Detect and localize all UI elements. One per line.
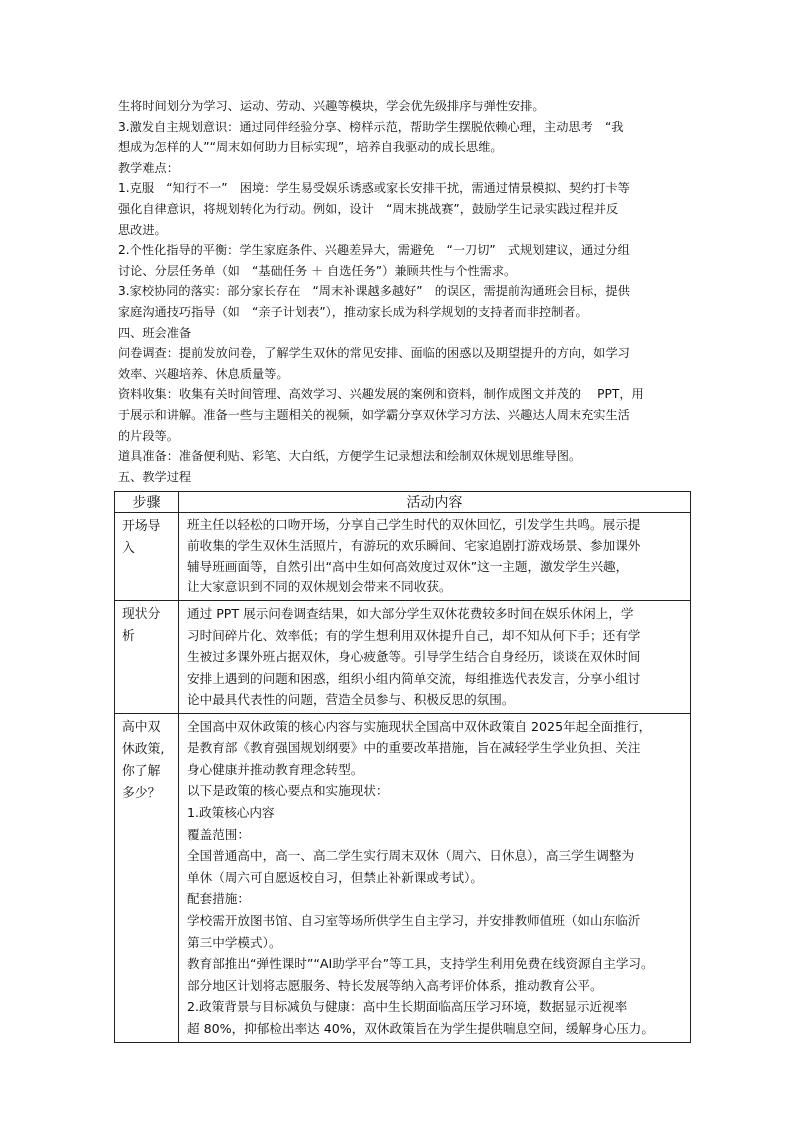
content-line: 部分地区计划将志愿服务、特长发展等纳入高考评价体系，推动教育公平。 — [187, 977, 603, 993]
content-line: 生被过多课外班占据双休，身心疲惫等。引导学生结合自身经历，谈谈在双休时间 — [187, 649, 641, 665]
text-line: 问卷调查：提前发放问卷，了解学生双休的常见安排、面临的困惑以及期望提升的方向，如学习 — [118, 346, 630, 361]
table-row — [115, 713, 691, 1042]
teaching-process-table — [114, 491, 691, 1043]
header-content: 活动内容 — [179, 492, 691, 513]
content-line: 1.政策核心内容 — [187, 805, 275, 821]
header-step: 步骤 — [115, 492, 179, 513]
text-line: 讨论、分层任务单（如 “基础任务 ＋ 自选任务”）兼顾共性与个性需求。 — [118, 263, 517, 278]
content-line: 超 80%，抑郁检出率达 40%，双休政策旨在为学生提供喘息空间，缓解身心压力。 — [187, 1021, 654, 1036]
content-cell — [179, 713, 691, 1042]
step-cell — [115, 713, 179, 1042]
content-line: 身心健康并推动教育理念转型。 — [187, 761, 364, 777]
text-line: 3.激发自主规划意识：通过同伴经验分享、榜样示范，帮助学生摆脱依赖心理，主动思考 “我 — [118, 119, 624, 134]
content-line: 教育部推出“弹性课时”“AI助学平台”等工具，支持学生利用免费在线资源自主学习。 — [187, 956, 654, 972]
step-line: 析 — [122, 629, 135, 645]
step-cell — [115, 601, 179, 714]
text-line: 1.克服 “知行不一” 困境：学生易受娱乐诱惑或家长安排干扰，需通过情景模拟、契约打卡等 — [118, 181, 630, 196]
step-cell — [115, 513, 179, 601]
step-line: 休政策, — [122, 741, 165, 757]
content-line: 配套措施： — [187, 891, 250, 907]
content-line: 学校需开放图书馆、自习室等场所供学生自主学习，并安排教师值班（如山东临沂 — [187, 913, 641, 929]
content-cell — [179, 601, 691, 714]
text-line: 想成为怎样的人”“周末如何助力目标实现”，培养自我驱动的成长思维。 — [118, 140, 503, 155]
content-line: 第三中学模式）。 — [187, 934, 282, 950]
text-line: 家庭沟通技巧指导（如 “亲子计划表”），推动家长成为科学规划的支持者而非控制者。 — [118, 304, 588, 319]
content-line: 全国高中双休政策的核心内容与实施现状全国高中双休政策自 2025年起全面推行， — [187, 718, 652, 734]
text-line: 效率、兴趣培养、休息质量等。 — [118, 366, 289, 381]
content-cell — [179, 513, 691, 601]
content-line: 单休（周六可自愿返校自习，但禁止补新课或考试）。 — [187, 869, 483, 885]
section-heading: 五、教学过程 — [118, 469, 192, 484]
text-line: 生将时间划分为学习、运动、劳动、兴趣等模块，学会优先级排序与弹性安排。 — [118, 99, 545, 113]
content-line: 习时间碎片化、效率低；有的学生想利用双休提升自己，却不知从何下手；还有学 — [187, 627, 641, 643]
content-line: 覆盖范围： — [187, 826, 250, 842]
text-line: 思改进。 — [118, 222, 167, 237]
text-line: 的片段等。 — [118, 428, 179, 443]
content-line: 2.政策背景与目标减负与健康：高中生长期面临高压学习环境，数据显示近视率 — [187, 999, 628, 1015]
content-line: 论中最具代表性的问题，营造全员参与、积极反思的氛围。 — [187, 692, 515, 708]
content-line: 是教育部《教育强国规划纲要》中的重要改革措施，旨在减轻学生学业负担、关注 — [187, 740, 641, 756]
step-line: 你了解 — [122, 763, 161, 779]
text-line: 3.家校协同的落实：部分家长存在 “周末补课越多越好” 的误区，需提前沟通班会目标，提供 — [118, 284, 630, 299]
content-line: 安排上遇到的问题和困惑，组织小组内简单交流，每组推选代表发言，分享小组讨 — [187, 670, 641, 686]
text-line: 强化自律意识，将规划转化为行动。例如，设计 “周末挑战赛”，鼓励学生记录实践过程并反 — [118, 201, 619, 216]
step-line: 入 — [122, 541, 135, 556]
content-line: 让大家意识到不同的双休规划会带来不同收获。 — [187, 579, 452, 595]
step-line: 现状分 — [122, 607, 161, 623]
step-line: 开场导 — [122, 519, 161, 534]
text-line: 道具准备：准备便利贴、彩笔、大白纸，方便学生记录想法和绘制双休规划思维导图。 — [118, 449, 582, 464]
text-line: 于展示和讲解。准备一些与主题相关的视频，如学霸分享双休学习方法、兴趣达人周末充实生活 — [118, 407, 630, 422]
content-line: 以下是政策的核心要点和实施现状： — [187, 783, 389, 799]
content-line: 辅导班画面等，自然引出“高中生如何高效度过双休”这一主题，激发学生兴趣， — [187, 558, 629, 574]
text-line: 2.个性化指导的平衡：学生家庭条件、兴趣差异大，需避免 “一刀切” 式规划建议，通过分组 — [118, 243, 630, 258]
text-line: 资料收集：收集有关时间管理、高效学习、兴趣发展的案例和资料，制作成图文并茂的 PPT，用 — [118, 387, 644, 402]
step-line: 多少？ — [122, 785, 161, 801]
section-heading: 教学难点： — [118, 160, 179, 175]
content-line: 前收集的学生双休生活照片，有游玩的欢乐瞬间、宅家追剧打游戏场景、参加课外 — [187, 537, 641, 553]
body-text — [118, 96, 688, 487]
step-line: 高中双 — [122, 719, 161, 735]
content-line: 全国普通高中，高一、高二学生实行周末双休（周六、日休息），高三学生调整为 — [187, 848, 635, 864]
section-heading: 四、班会准备 — [118, 325, 192, 340]
table-row — [115, 513, 691, 601]
table-header-row — [115, 492, 691, 513]
content-line: 通过 PPT 展示问卷调查结果，如大部分学生双休花费较多时间在娱乐休闲上，学 — [187, 606, 634, 622]
table-row — [115, 601, 691, 714]
content-line: 班主任以轻松的口吻开场，分享自己学生时代的双休回忆，引发学生共鸣。展示提 — [187, 517, 641, 532]
